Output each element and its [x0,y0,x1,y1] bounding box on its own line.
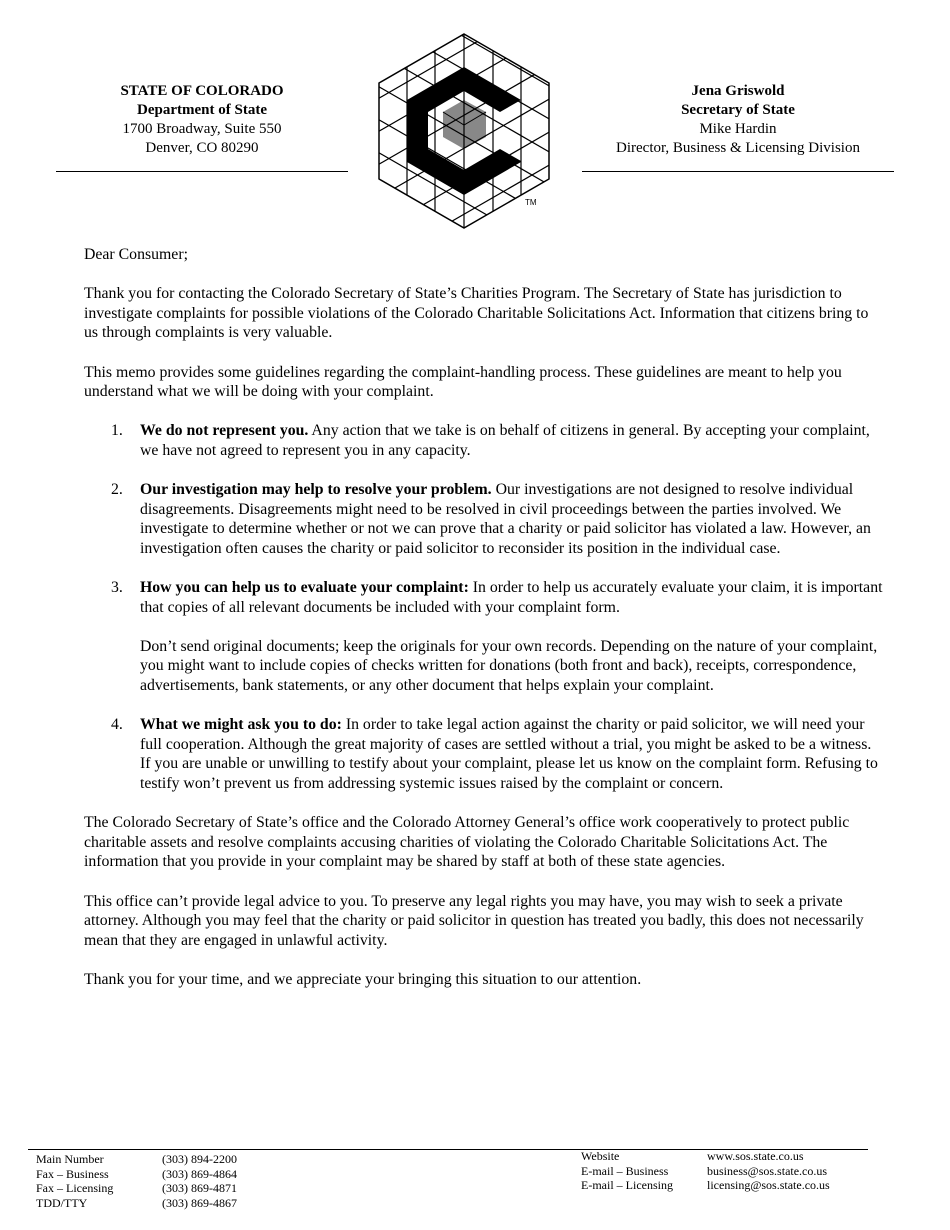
footer-row [581,1149,830,1164]
footer-label: Website [581,1149,620,1163]
list-text: In order to help us accurately evaluate your claim, it is important that copies of all relevant documents be included with your complaint form. [140,579,883,616]
footer-value: (303) 869-4871 [162,1181,237,1195]
footer-row [581,1164,830,1179]
guidelines-paragraph: This memo provides some guidelines regarding the complaint-handling process. These guidelines are meant to help you understand what we will be doing with your complaint. [84,363,842,401]
website-link[interactable]: www.sos.state.co.us [707,1149,804,1163]
list-item [84,421,884,460]
footer-label: TDD/TTY [36,1195,88,1210]
list-number: 1. [111,422,123,440]
secretary-name: Jena Griswold [691,83,785,99]
footer-label: Fax – Business [36,1166,109,1181]
footer-label: Main Number [36,1152,104,1166]
footer-value: (303) 894-2200 [162,1152,237,1166]
list-extra-text: Don’t send original documents; keep the originals for your own records. Depending on the nature of your complaint, you might want to include copies of checks written for donations (both front and back), receipts, correspondence, advertisements, bank statements, or any other document that helps explain your complaint. [140,637,878,695]
secretary-title: Secretary of State [681,102,795,118]
footer-row [36,1196,237,1211]
director-title: Director, Business & Licensing Division [616,140,860,156]
letter-body [84,245,884,1009]
list-heading: We do not represent you. [140,422,309,440]
street-address: 1700 Broadway, Suite 550 [122,121,282,137]
city-state-zip: Denver, CO 80290 [145,140,259,156]
department-name: Department of State [137,102,267,118]
list-heading: How you can help us to evaluate your complaint: [140,579,469,597]
list-item [84,578,884,696]
footer-row [36,1181,237,1196]
list-text: In order to take legal action against the charity or paid solicitor, we will need your full cooperation. Although the great majority of cases are settled without a trial, you might be asked to be a witness. If you are unable or unwilling to testify about your complaint, please let us know on the complaint form. Refusing to testify won’t prevent us from addressing systemic issues raised by the complaint or concern. [140,716,878,793]
letterhead-left [56,82,348,158]
trademark-mark: TM [525,198,537,207]
footer-label: E-mail – Business [581,1163,669,1178]
salutation: Dear Consumer; [84,246,188,263]
footer-contacts-left [36,1152,237,1210]
footer-row [581,1178,830,1193]
footer-label: Fax – Licensing [36,1181,114,1195]
letterhead-right [582,82,894,158]
footer-row [36,1152,237,1167]
list-heading: Our investigation may help to resolve your problem. [140,481,492,499]
list-number: 4. [111,716,123,734]
email-licensing-link[interactable]: licensing@sos.state.co.us [707,1178,830,1192]
list-heading: What we might ask you to do: [140,716,342,734]
colorado-sos-logo [377,32,551,230]
header-right-rule [582,171,894,172]
footer-value: (303) 869-4864 [162,1166,237,1181]
list-item [84,480,884,558]
footer-value: (303) 869-4867 [162,1195,237,1210]
cooperation-paragraph: The Colorado Secretary of State’s office and the Colorado Attorney General’s office work cooperatively to protect public charitable assets and resolve complaints accusing charities of violating the Colorado Charitable Solicitations Act. The information that you provide in your complaint may be shared by staff at both of these state agencies. [84,814,850,871]
list-text: Any action that we take is on behalf of citizens in general. By accepting your complaint, we have not agreed to represent you in any capacity. [140,422,870,459]
state-name: STATE OF COLORADO [120,83,284,99]
intro-paragraph: Thank you for contacting the Colorado Secretary of State’s Charities Program. The Secretary of State has jurisdiction to investigate complaints for possible violations of the Colorado Charitable Solicitations Act. Information that citizens bring to us through complaints is very valuable. [84,285,869,342]
list-number: 2. [111,481,123,499]
legal-advice-paragraph: This office can’t provide legal advice to you. To preserve any legal rights you may have, you may wish to seek a private attorney. Although you may feel that the charity or paid solicitor in question has treated you badly, this does not necessarily mean that they are engaged in unlawful activity. [84,892,864,949]
list-item [84,715,884,793]
footer-row [36,1167,237,1182]
closing-paragraph: Thank you for your time, and we appreciate your bringing this situation to our attention. [84,970,642,988]
director-name: Mike Hardin [699,121,777,137]
footer-contacts-right [581,1149,830,1193]
list-number: 3. [111,579,123,597]
header-left-rule [56,171,348,172]
email-business-link[interactable]: business@sos.state.co.us [707,1163,828,1178]
footer-label: E-mail – Licensing [581,1178,673,1192]
list-text: Our investigations are not designed to resolve individual disagreements. Disagreements might need to be resolved in civil proceedings between the parties involved. We investigate to determine whether or not we can prove that a charity or paid solicitor has violated a law. However, an investigation often causes the charity or paid solicitor to reconsider its position in the individual case. [140,481,871,557]
